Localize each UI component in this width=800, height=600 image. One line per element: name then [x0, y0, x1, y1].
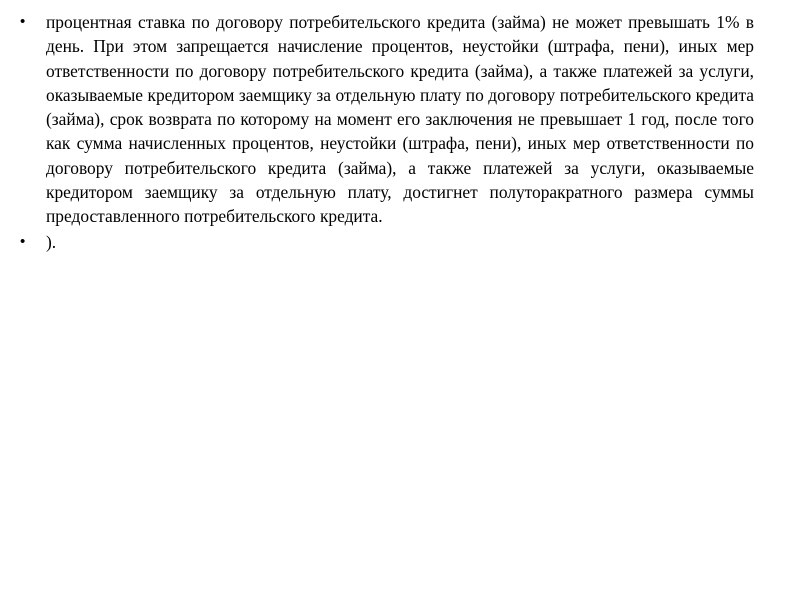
bullet-item-interest-rate	[20, 10, 754, 229]
bullet-icon: •	[20, 232, 26, 250]
bullet-item-closing	[20, 230, 754, 254]
bullet-icon: •	[20, 13, 26, 30]
bullet-text: процентная ставка по договору потребительского кредита (займа) не может превышать 1% в день. При этом запрещается начисление процентов, неустойки (штрафа, пени), иных мер ответственности по договору потребительского кредита (займа), а также платежей за услуги, оказываемые кредитором заемщику за отдельную плату по договору потребительского кредита (займа), срок возврата по которому на момент его заключения не превышает 1 год, после того как сумма начисленных процентов, неустойки (штрафа, пени), иных мер ответственности по договору потребительского кредита (займа), а также платежей за услуги, оказываемые кредитором заемщику за отдельную плату, достигнет полуторакратного размера суммы предоставленного потребительского кредита.	[46, 12, 754, 227]
bullet-list	[20, 10, 754, 255]
bullet-text: ).	[46, 231, 57, 252]
